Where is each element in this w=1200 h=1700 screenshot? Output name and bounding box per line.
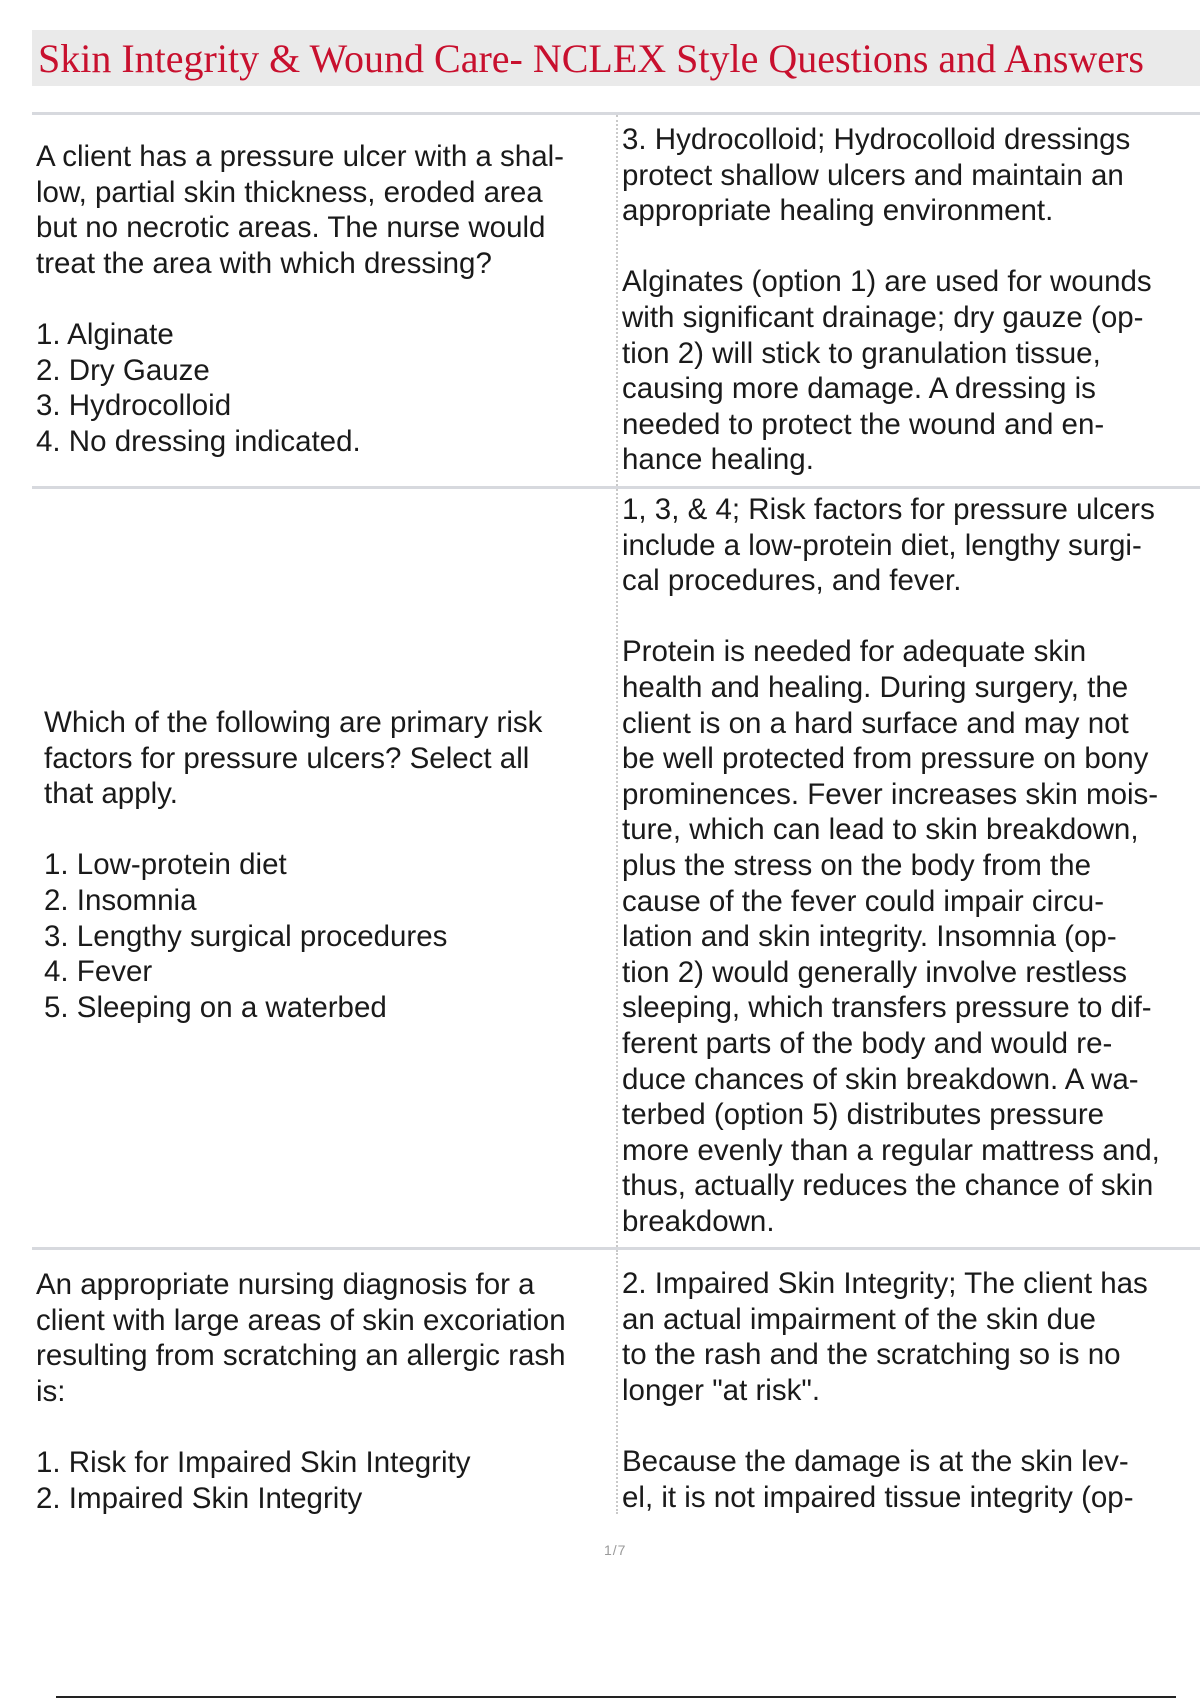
question-line: 3. Hydrocolloid xyxy=(36,389,232,423)
answer-line: ture, which can lead to skin breakdown, xyxy=(622,813,1139,847)
blank-line xyxy=(622,599,1160,635)
question-cell xyxy=(36,139,564,459)
question-line: 5. Sleeping on a waterbed xyxy=(44,990,387,1024)
answer-line: duce chances of skin breakdown. A wa- xyxy=(622,1062,1139,1096)
question-line: client with large areas of skin excoriation xyxy=(36,1303,566,1337)
column-divider xyxy=(616,115,618,486)
answer-line: protect shallow ulcers and maintain an xyxy=(622,158,1124,192)
answer-line: include a low-protein diet, lengthy surgi- xyxy=(622,528,1142,562)
footer-rule xyxy=(56,1696,1176,1698)
question-line: factors for pressure ulcers? Select all xyxy=(44,741,530,775)
question-line: 1. Risk for Impaired Skin Integrity xyxy=(36,1445,471,1479)
question-line: 4. No dressing indicated. xyxy=(36,424,361,458)
question-cell xyxy=(36,1267,566,1516)
answer-line: terbed (option 5) distributes pressure xyxy=(622,1098,1105,1132)
question-line: 2. Impaired Skin Integrity xyxy=(36,1481,363,1515)
answer-line: be well protected from pressure on bony xyxy=(622,742,1149,776)
answer-line: longer "at risk". xyxy=(622,1373,821,1407)
question-line: An appropriate nursing diagnosis for a xyxy=(36,1268,535,1301)
answer-line: Because the damage is at the skin lev- xyxy=(622,1444,1129,1478)
answer-line: sleeping, which transfers pressure to dif- xyxy=(622,991,1152,1025)
question-line: that apply. xyxy=(44,777,178,811)
answer-line: cause of the fever could impair circu- xyxy=(622,884,1105,918)
answer-line: Alginates (option 1) are used for wounds xyxy=(622,265,1152,299)
answer-line: an actual impairment of the skin due xyxy=(622,1302,1096,1336)
question-line: treat the area with which dressing? xyxy=(36,246,492,280)
blank-line xyxy=(622,1408,1148,1444)
blank-line xyxy=(36,1409,566,1445)
question-line: but no necrotic areas. The nurse would xyxy=(36,211,546,245)
answer-line: ferent parts of the body and would re- xyxy=(622,1026,1113,1060)
blank-line xyxy=(622,229,1152,265)
answer-line: el, it is not impaired tissue integrity (op- xyxy=(622,1480,1134,1514)
answer-line: health and healing. During surgery, the xyxy=(622,670,1129,704)
column-divider xyxy=(616,1250,618,1514)
question-line: 4. Fever xyxy=(44,955,153,989)
answer-line: cal procedures, and fever. xyxy=(622,564,962,598)
answer-cell xyxy=(622,1266,1148,1515)
column-divider xyxy=(616,489,618,1247)
answer-line: tion 2) would generally involve restless xyxy=(622,955,1128,989)
question-line: low, partial skin thickness, eroded area xyxy=(36,175,543,209)
question-line: A client has a pressure ulcer with a shal- xyxy=(36,140,564,173)
answer-line: more evenly than a regular mattress and, xyxy=(622,1133,1160,1167)
answer-line: 1, 3, & 4; Risk factors for pressure ulcers xyxy=(622,493,1155,526)
answer-line: 2. Impaired Skin Integrity; The client has xyxy=(622,1267,1148,1300)
question-line: is: xyxy=(36,1374,66,1408)
question-line: 1. Alginate xyxy=(36,317,174,351)
question-line: 3. Lengthy surgical procedures xyxy=(44,919,448,953)
answer-line: breakdown. xyxy=(622,1204,775,1238)
answer-line: plus the stress on the body from the xyxy=(622,848,1091,882)
question-line: resulting from scratching an allergic rash xyxy=(36,1339,566,1373)
answer-line: prominences. Fever increases skin mois- xyxy=(622,777,1159,811)
question-line: 2. Insomnia xyxy=(44,883,197,917)
answer-line: needed to protect the wound and en- xyxy=(622,407,1105,441)
answer-line: thus, actually reduces the chance of skin xyxy=(622,1169,1154,1203)
question-line: 1. Low-protein diet xyxy=(44,848,287,882)
answer-cell xyxy=(622,492,1160,1239)
blank-line xyxy=(44,812,542,848)
blank-line xyxy=(36,281,564,317)
answer-cell xyxy=(622,122,1152,478)
answer-line: with significant drainage; dry gauze (op- xyxy=(622,300,1144,334)
page-title: Skin Integrity & Wound Care- NCLEX Style Questions and Answers xyxy=(38,36,1144,81)
answer-line: 3. Hydrocolloid; Hydrocolloid dressings xyxy=(622,123,1131,156)
answer-line: causing more damage. A dressing is xyxy=(622,372,1096,406)
question-line: Which of the following are primary risk xyxy=(44,706,543,739)
answer-line: Protein is needed for adequate skin xyxy=(622,635,1087,669)
page-number: 1/7 xyxy=(604,1542,627,1558)
question-line: 2. Dry Gauze xyxy=(36,353,210,387)
question-cell xyxy=(44,705,542,1025)
answer-line: hance healing. xyxy=(622,443,814,477)
answer-line: tion 2) will stick to granulation tissue, xyxy=(622,336,1101,370)
answer-line: lation and skin integrity. Insomnia (op- xyxy=(622,920,1117,954)
answer-line: to the rash and the scratching so is no xyxy=(622,1338,1121,1372)
answer-line: client is on a hard surface and may not xyxy=(622,706,1129,740)
answer-line: appropriate healing environment. xyxy=(622,194,1054,228)
